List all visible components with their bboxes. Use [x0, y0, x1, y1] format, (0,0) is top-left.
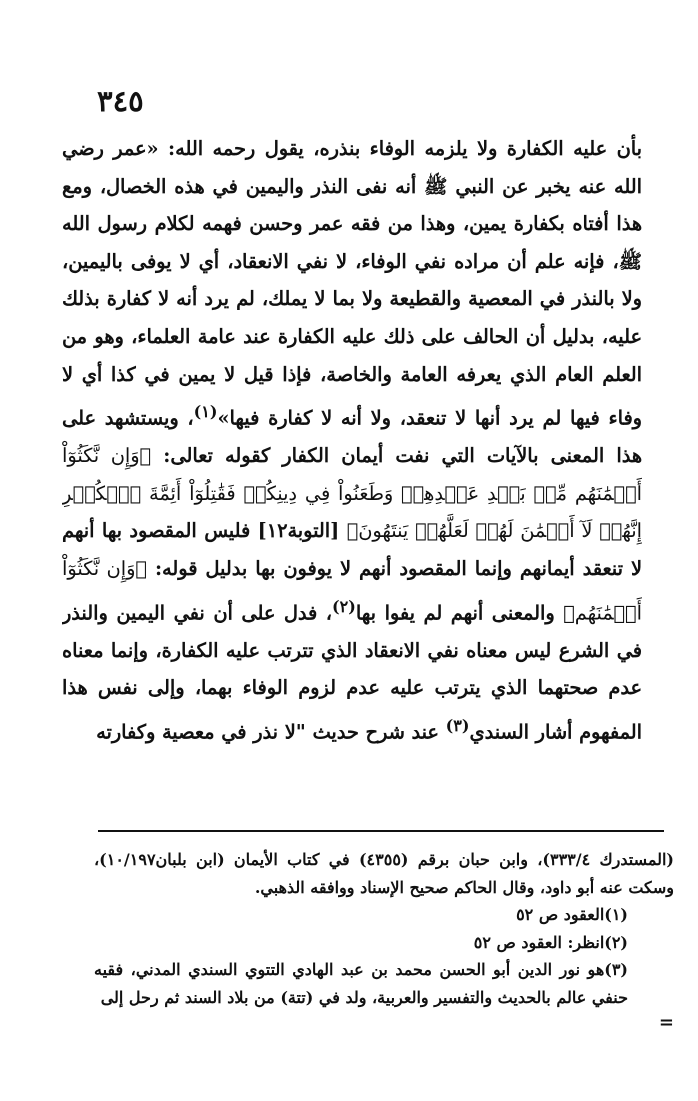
footnotes: [94, 846, 674, 1071]
body-text-segment: والمعنى أنهم لم يفوا بها: [355, 600, 564, 624]
quran-verse-tawbah-12: ﴿وَإِن نَّكَثُوٓاْ أَيۡمَٰنَهُم مِّنۢ بَعۡدِ عَهۡدِهِمۡ وَطَعَنُواْ فِي دِينِكُمۡ فَقَٰتِلُوٓاْ أَئِمَّةَ ٱلۡكُفۡرِ إِنَّهُمۡ لَآ أَيۡمَٰنَ لَهُمۡ لَعَلَّهُمۡ يَنتَهُونَ﴾: [62, 444, 642, 543]
footnote-1: (١)العقود ص ٥٢: [516, 905, 628, 924]
body-text-segment: [التوبة١٢] فليس المقصود بها أنهم لا تنعقد أيمانهم وإنما المقصود أنهم لا يوفون بها بدليل قوله:: [62, 519, 642, 580]
body-text-segment: ، ويستشهد على هذا المعنى بالآيات التي نفت أيمان الكفار كقوله تعالى:: [62, 406, 642, 468]
quran-verse-short: ﴿وَإِن نَّكَثُوٓاْ أَيۡمَٰنَهُم﴾: [62, 556, 642, 624]
footnote-2: (٢)انظر: العقود ص ٥٢: [473, 932, 628, 952]
main-text: [62, 130, 642, 810]
body-text-segment: عند شرح حديث "لا نذر في معصية وكفارته: [96, 720, 446, 744]
footnote-ref-3: (٣): [445, 715, 470, 735]
footnote-3: (٣)هو نور الدين أبو الحسن محمد بن عبد الهادي التتوي السندي المدني، فقيه حنفي عالم بالحديث والتفسير والعربية، ولد في (تتة) من بلاد السند ثم رحل إلى: [94, 960, 628, 1007]
footnote-ref-2: (٢): [332, 596, 356, 616]
footnote-divider: [98, 830, 664, 832]
continuation-mark: =: [658, 1012, 674, 1033]
body-text-segment: ، فدل على أن نفي اليمين والنذر في الشرع ليس معناه نفي الانعقاد الذي تترتب عليه الكفارة، وإنما معناه عدم صحتهما الذي يترتب عليه عدم لزوم الوفاء بهما، وإلى نفس هذا المفهوم أشار السندي: [62, 600, 642, 744]
page-number: ٣٤٥: [97, 84, 144, 118]
body-paragraph: [62, 130, 642, 751]
footnote-carryover: (المستدرك ٣٣٣/٤)، وابن حبان برقم (٤٣٥٥) في كتاب الأيمان (ابن بلبان١٠/١٩٧)، وسكت عنه أبو داود، وقال الحاكم صحيح الإسناد ووافقه الذهبي.: [94, 850, 674, 897]
footnote-ref-1: (١): [193, 402, 218, 422]
body-text-segment: بأن عليه الكفارة ولا يلزمه الوفاء بنذره، يقول رحمه الله: «عمر رضي الله عنه يخبر عن النبي ﷺ أنه نفى النذر واليمين في هذه الخصال، ومع هذا أفتاه بكفارة يمين، وهذا من فقه عمر وحسن فهمه لكلام رسول الله ﷺ، فإنه علم أن مراده نفي الوفاء، لا نفي الانعقاد، أي لا يوفى باليمين، ولا بالنذر في المعصية والقطيعة ولا بما لا يملك، لم يرد أنه لا كفارة بذلك عليه، بدليل أن الحالف على ذلك عليه الكفارة عند عامة العلماء، وهو من العلم العام الذي يعرفه العامة والخاصة، فإذا قيل لا يمين في كذا أي لا وفاء فيها لم يرد أنها لا تنعقد، ولا أنه لا كفارة فيها»: [62, 137, 642, 430]
